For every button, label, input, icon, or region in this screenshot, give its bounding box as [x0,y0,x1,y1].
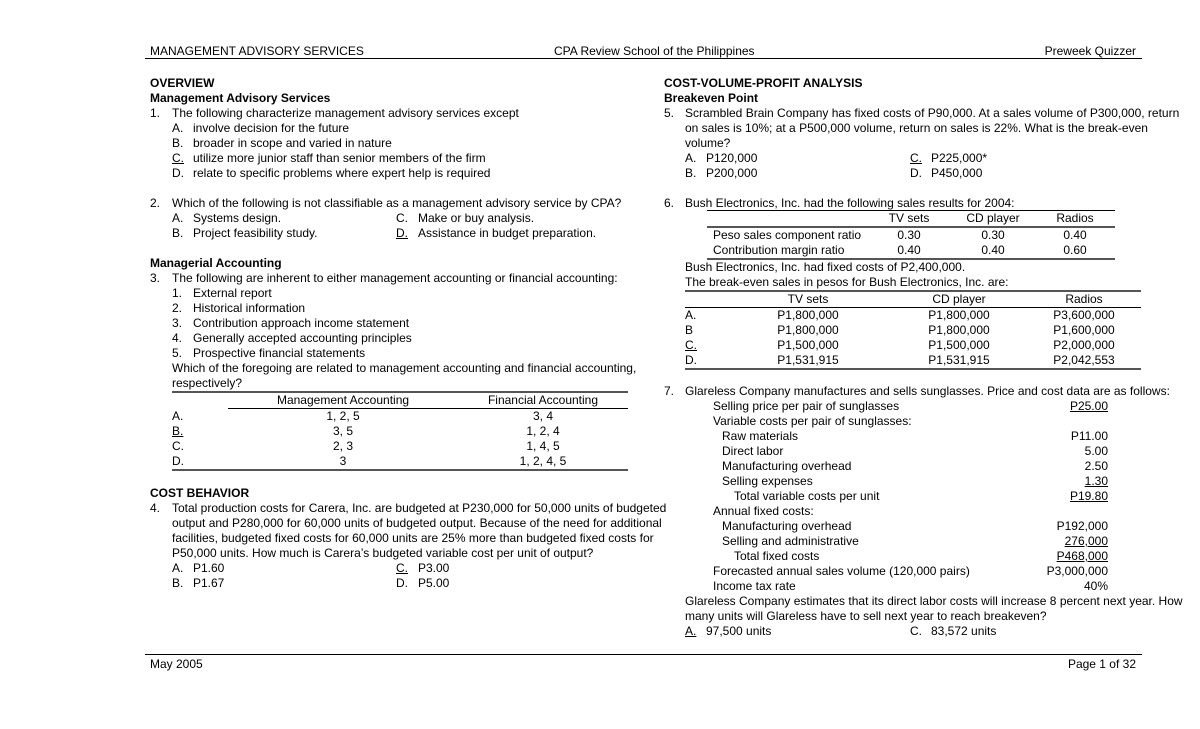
cost-value: P11.00 [1070,429,1108,443]
cost-line [664,489,1136,504]
table-row [685,353,1141,369]
cost-value: 5.00 [1084,444,1108,458]
q4-line: output and P280,000 for 60,000 units of budgeted output. Because of the need for additional [172,516,662,530]
header-left: MANAGEMENT ADVISORY SERVICES [150,44,364,58]
cost-label: Manufacturing overhead [722,459,852,473]
cb-heading: COST BEHAVIOR [150,486,250,500]
cell: P2,000,000 [1053,338,1115,352]
item-number: 3. [172,316,183,330]
cell: P1,800,000 [777,323,839,337]
option-letter: B. [685,166,697,180]
q6-question: The break-even sales in pesos for Bush Electronics, Inc. are: [685,275,1009,289]
q2-stem: Which of the following is not classifiable as a management advisory service by CPA? [172,196,622,210]
q5-line: volume? [685,136,731,150]
option-letter: B. [172,136,184,150]
q2-stem-row [150,196,622,211]
right-column [664,76,1183,639]
cell: P1,531,915 [928,353,990,367]
answer-letter: C. [172,151,184,165]
q5-line: on sales is 10%; at a P500,000 volume, return on sales is 22%. What is the break-even [685,121,1148,135]
cell: P1,500,000 [928,338,990,352]
option-text: broader in scope and varied in nature [193,136,392,150]
option-text: utilize more junior staff than senior members of the firm [193,151,486,165]
cell: 2, 3 [332,439,353,453]
q1-stem-row [150,106,622,121]
q6-answer-table [685,290,1141,370]
cost-label: Total fixed costs [734,549,820,563]
option-text: involve decision for the future [193,121,350,135]
cell: P1,800,000 [777,308,839,322]
cost-line [664,564,1136,579]
q4-options-row2 [150,576,622,591]
q3-stem: The following are inherent to either management accounting or financial accounting: [172,271,618,285]
table-row [685,308,1141,324]
row-letter: A. [172,408,184,423]
cost-value: P25.00 [1069,399,1108,413]
row-letter: C. [172,439,184,453]
table-row [172,454,628,470]
option-text: Assistance in budget preparation. [418,226,597,240]
cell: P1,531,915 [777,353,839,367]
q1-number: 1. [150,106,161,120]
option-text: P5.00 [418,576,450,590]
header-right: Preweek Quizzer [1044,44,1136,58]
col-header: Radios [1065,292,1103,306]
cell: P2,042,553 [1053,353,1115,367]
cell: 1, 2, 4 [526,424,560,438]
col-header: Financial Accounting [458,392,628,409]
cell: P1,500,000 [777,338,839,352]
cell: 1, 2, 5 [326,409,360,423]
header-center: CPA Review School of the Philippines [554,44,755,58]
option-text: Project feasibility study. [193,226,318,240]
footer-rule [145,654,1142,655]
option-text: P1.60 [193,561,225,575]
cost-value: 40% [1083,579,1108,593]
cell: 3 [339,454,347,468]
row-letter: D. [172,454,184,468]
q4-line: Total production costs for Carera, Inc. are budgeted at P230,000 for 50,000 units of budgeted [172,501,667,515]
q1-option-d [150,166,622,181]
cost-line [664,474,1136,489]
q1-option-a [150,121,622,136]
q5-options-row2 [664,166,1136,181]
row-letter: D. [685,353,697,367]
cell: P3,600,000 [1053,308,1115,322]
cell: P1,800,000 [928,323,990,337]
cost-label: Selling price per pair of sunglasses [713,399,900,413]
answer-letter: C. [685,338,697,352]
option-letter: B. [172,576,184,590]
option-letter: C. [396,211,408,225]
q6-fixed-costs: Bush Electronics, Inc. had fixed costs of P2,400,000. [685,260,966,274]
cell: 3, 4 [532,409,553,423]
q4-line: P50,000 units. How much is Carera’s budgeted variable cost per unit of output? [172,546,594,560]
q4-line: facilities, budgeted fixed costs for 60,000 units are 25% more than budgeted fixed costs for [172,531,654,545]
row-letter: A. [685,308,697,322]
q5-number-row [664,106,1180,121]
cost-value: P3,000,000 [1046,564,1108,578]
q2-number: 2. [150,196,161,210]
cost-line [664,429,1136,444]
cost-line [664,579,1136,594]
q7-stem: Glareless Company manufactures and sells sunglasses. Price and cost data are as follows: [685,384,1170,398]
q7-number: 7. [664,384,675,398]
answer-letter: C. [396,561,408,575]
option-letter: A. [172,121,184,135]
item-number: 5. [172,346,183,360]
ma-heading: Managerial Accounting [150,256,282,270]
cost-line [664,534,1136,549]
cost-value: P468,000 [1056,549,1108,563]
cost-line [664,519,1136,534]
q5-options-row1 [664,151,1136,166]
cost-label: Income tax rate [713,579,796,593]
left-column [150,76,667,591]
option-text: P225,000* [931,151,988,165]
item-number: 4. [172,331,183,345]
item-number: 1. [172,286,183,300]
q3-item [150,286,622,301]
col-header: TV sets [888,211,930,225]
cost-label: Raw materials [722,429,799,443]
cost-label: Direct labor [722,444,784,458]
q3-question-line2: respectively? [172,376,243,390]
option-text: P450,000 [931,166,983,180]
cell: 0.30 [981,228,1005,242]
q5-number: 5. [664,106,675,120]
q3-number: 3. [150,271,161,285]
option-letter: A. [685,151,697,165]
option-text: Systems design. [193,211,282,225]
be-heading: Breakeven Point [664,91,759,105]
cell: 0.40 [897,243,921,257]
q5-line: Scrambled Brain Company has fixed costs of P90,000. At a sales volume of P300,000, return [685,106,1180,120]
option-letter: D. [910,166,922,180]
q7-options-row1 [664,624,1136,639]
cell: 0.60 [1063,243,1087,257]
cell: 1, 2, 4, 5 [519,454,567,468]
table-row [707,227,1115,243]
q3-item [150,301,622,316]
q6-stem-row [664,196,1136,211]
q3-item [150,346,622,361]
item-text: Historical information [193,301,306,315]
cell: 1, 4, 5 [526,439,560,453]
cost-line [664,504,1136,519]
q1-stem: The following characterize management advisory services except [172,106,519,120]
cost-value: 1.30 [1084,474,1108,488]
item-text: Contribution approach income statement [193,316,410,330]
col-header: Radios [1056,211,1094,225]
q3-item [150,316,622,331]
cost-label: Annual fixed costs: [713,504,814,518]
item-text: External report [193,286,272,300]
option-text: relate to specific problems where expert help is required [193,166,491,180]
col-header: Management Accounting [228,392,458,409]
option-text: 83,572 units [931,624,997,638]
cost-label: Manufacturing overhead [722,519,852,533]
item-text: Generally accepted accounting principles [193,331,412,345]
cost-value: P19.80 [1069,489,1108,503]
option-letter: B. [172,226,184,240]
option-letter: A. [172,561,184,575]
row-label: Contribution margin ratio [713,243,845,257]
cost-line [664,459,1136,474]
item-text: Prospective financial statements [193,346,366,360]
table-row [707,243,1115,259]
answer-letter: C. [910,151,922,165]
q6-sales-table [707,210,1115,260]
footer-left: May 2005 [150,657,203,671]
option-text: Make or buy analysis. [418,211,535,225]
cost-value: 2.50 [1084,459,1108,473]
cell: 0.40 [981,243,1005,257]
cell: P1,800,000 [928,308,990,322]
table-row [172,409,628,425]
col-header: CD player [966,211,1020,225]
option-text: P1.67 [193,576,225,590]
q3-question-line1: Which of the foregoing are related to management accounting and financial accounting, [172,361,637,375]
cell: 0.30 [897,228,921,242]
q7-stem-row [664,384,1170,399]
cost-value: P192,000 [1056,519,1108,533]
cost-line [664,444,1136,459]
answer-letter: D. [396,226,408,240]
option-letter: D. [396,576,408,590]
answer-letter: B. [172,424,184,438]
cost-label: Selling expenses [722,474,813,488]
q6-stem: Bush Electronics, Inc. had the following sales results for 2004: [685,196,1015,210]
q2-options-row1 [150,211,622,226]
cvp-heading: COST-VOLUME-PROFIT ANALYSIS [664,76,863,90]
cost-line [664,549,1136,564]
option-text: P3.00 [418,561,450,575]
item-number: 2. [172,301,183,315]
option-letter: D. [172,166,184,180]
q3-item [150,331,622,346]
table-row [172,439,628,454]
cost-label: Forecasted annual sales volume (120,000 pairs) [713,564,970,578]
table-row [172,424,628,439]
option-text: 97,500 units [706,624,772,638]
q4-line1-row [150,501,667,516]
option-text: P120,000 [706,151,758,165]
q2-options-row2 [150,226,622,241]
col-header: CD player [932,292,986,306]
q4-options-row1 [150,561,622,576]
q3-answer-table [172,391,628,471]
q7-cost-data [664,399,1136,594]
col-header: TV sets [787,292,829,306]
q3-stem-row [150,271,622,286]
table-row [685,338,1141,353]
mas-heading: Management Advisory Services [150,91,331,105]
header-rule [145,58,1142,59]
option-text: P200,000 [706,166,758,180]
cost-label: Variable costs per pair of sunglasses: [713,414,912,428]
footer-right: Page 1 of 32 [1067,657,1136,671]
cost-line [664,399,1136,414]
cell: 3, 5 [332,424,353,438]
cost-value: 276,000 [1064,534,1108,548]
q1-option-c [150,151,622,166]
answer-letter: A. [685,624,697,638]
row-letter: B [685,323,694,337]
option-letter: A. [172,211,184,225]
cost-label: Total variable costs per unit [734,489,880,503]
cost-label: Selling and administrative [722,534,859,548]
cost-line [664,414,1136,429]
option-letter: C. [910,624,922,638]
q7-question-line1: Glareless Company estimates that its direct labor costs will increase 8 percent next year. How [685,594,1183,608]
overview-heading: OVERVIEW [150,76,215,90]
table-row [685,323,1141,338]
q7-question-line2: many units will Glareless have to sell next year to reach breakeven? [685,609,1047,623]
q1-option-b [150,136,622,151]
q6-number: 6. [664,196,675,210]
cell: P1,600,000 [1053,323,1115,337]
row-label: Peso sales component ratio [713,228,862,242]
cell: 0.40 [1063,228,1087,242]
q4-number: 4. [150,501,161,515]
